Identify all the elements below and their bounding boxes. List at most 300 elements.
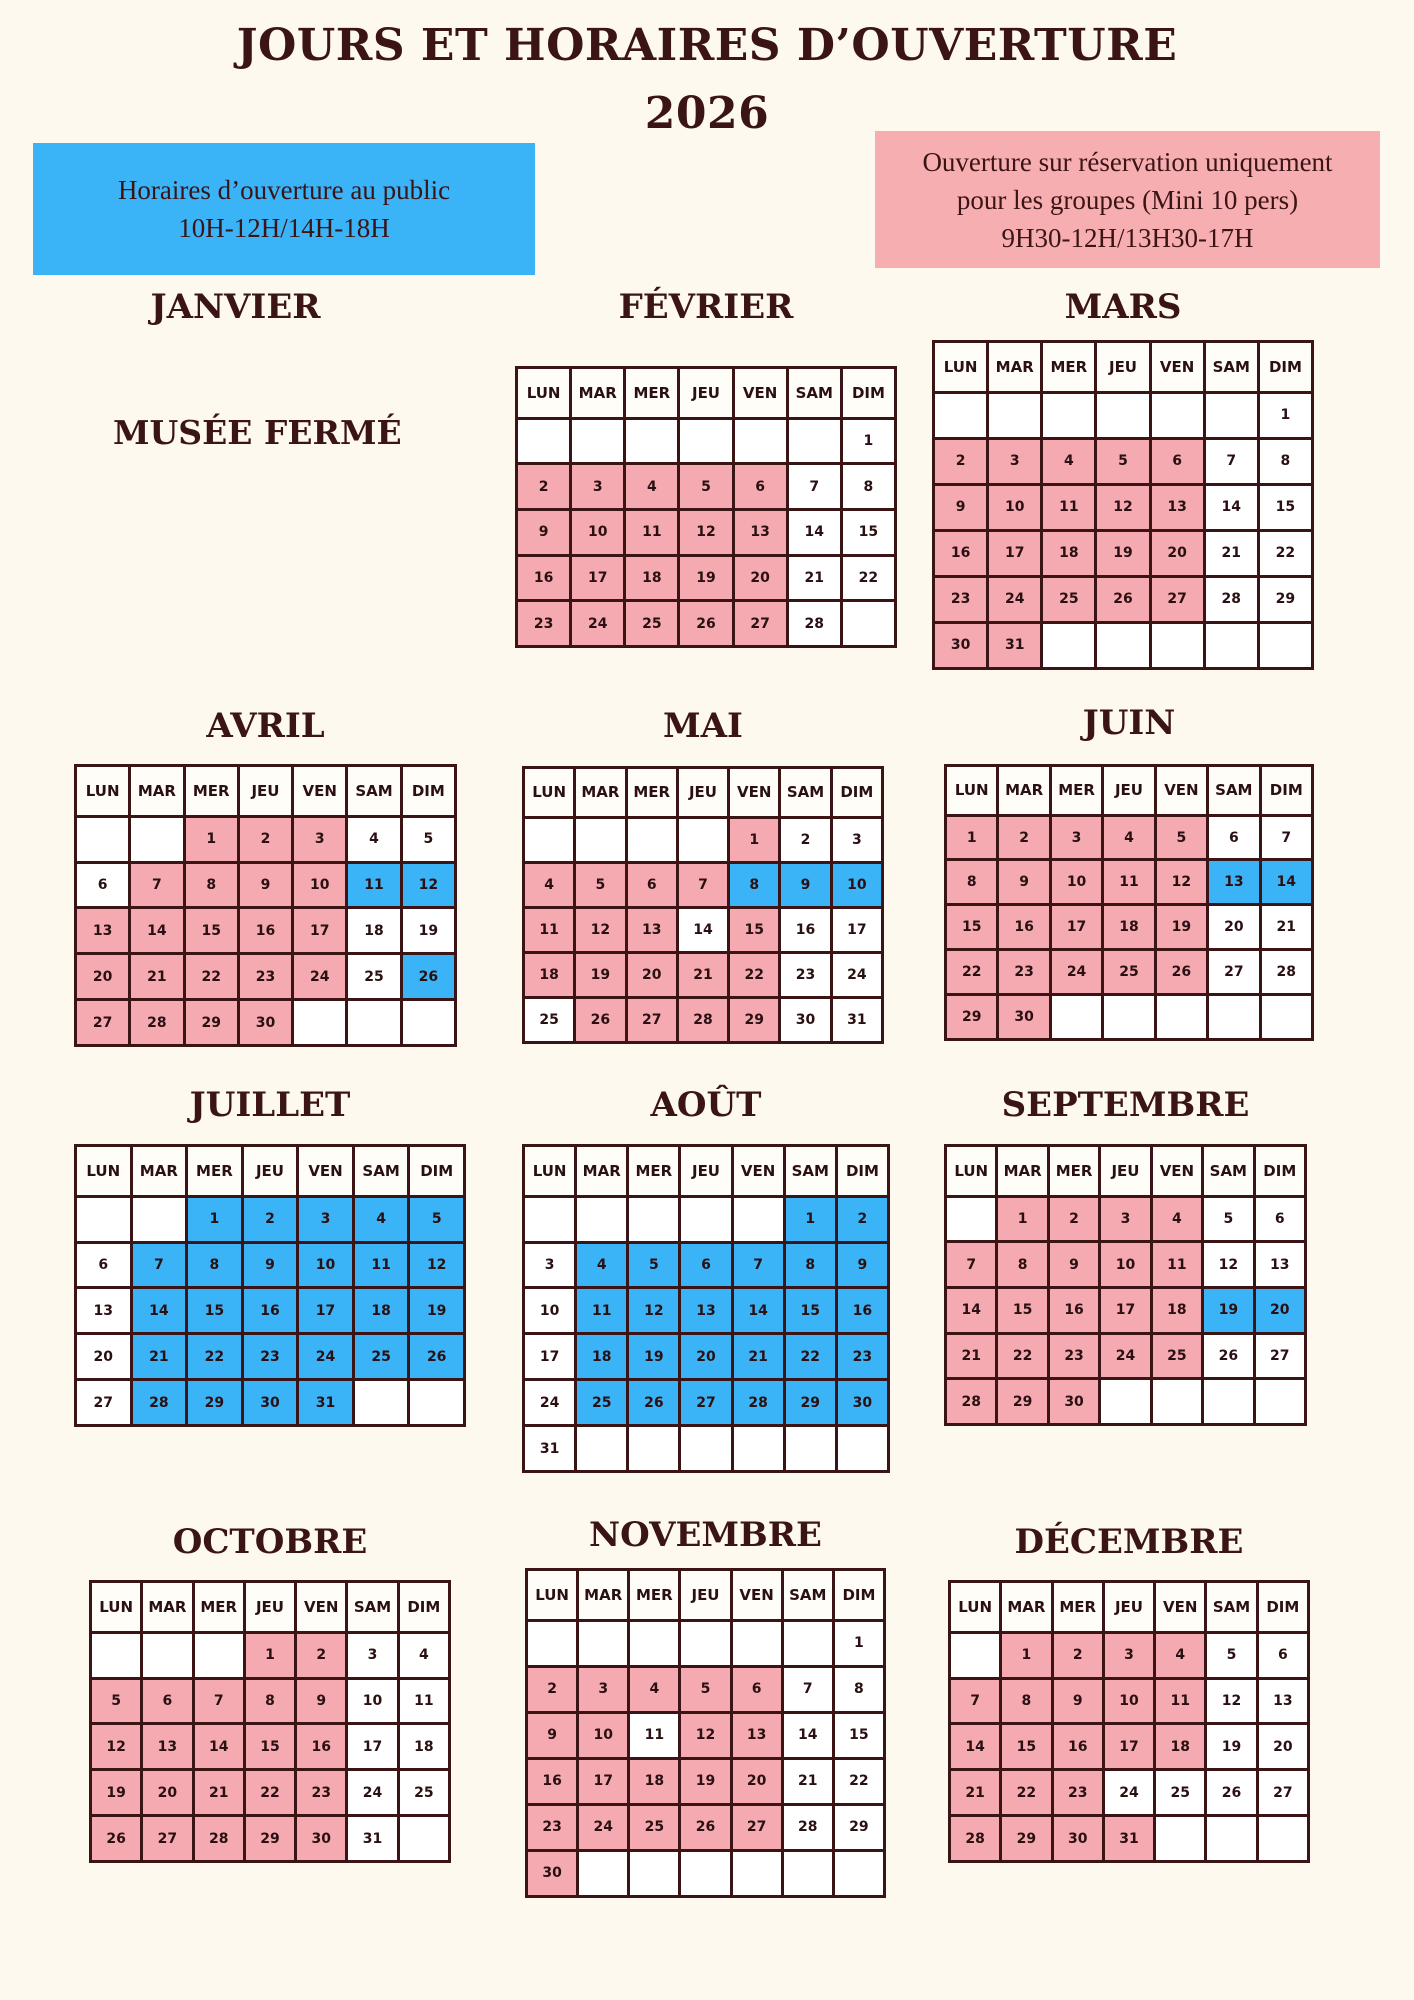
day-cell: 28 [787, 601, 841, 647]
week-row [950, 1678, 1309, 1724]
week-row [524, 1196, 889, 1242]
day-cell: 14 [732, 1288, 784, 1334]
day-cell: 12 [1206, 1678, 1257, 1724]
day-cell: 13 [76, 1288, 132, 1334]
weekday-header-row [950, 1582, 1309, 1633]
month-name: SEPTEMBRE [1001, 1085, 1250, 1125]
day-cell: 4 [1151, 1196, 1202, 1242]
weekday-mer: MER [193, 1582, 244, 1633]
day-cell: 20 [731, 1758, 782, 1804]
day-cell: 30 [296, 1816, 347, 1862]
day-cell: 27 [1254, 1333, 1305, 1379]
empty-cell [1100, 1379, 1151, 1425]
day-cell: 10 [578, 1712, 629, 1758]
day-cell: 22 [187, 1334, 243, 1380]
day-cell: 18 [524, 952, 575, 997]
month-name: AVRIL [206, 706, 325, 746]
day-cell: 11 [524, 907, 575, 952]
day-cell: 7 [782, 1666, 833, 1712]
day-cell: 22 [184, 954, 238, 1000]
day-cell: 23 [517, 601, 571, 647]
day-cell: 29 [184, 1000, 238, 1046]
weekday-sam: SAM [782, 1570, 833, 1621]
day-cell: 1 [833, 1620, 884, 1666]
day-cell: 18 [353, 1288, 409, 1334]
day-cell: 18 [629, 1758, 680, 1804]
day-cell: 17 [831, 907, 882, 952]
day-cell: 18 [1103, 905, 1155, 950]
week-row [946, 905, 1313, 950]
day-cell: 3 [578, 1666, 629, 1712]
empty-cell [680, 1426, 732, 1472]
week-row [946, 815, 1313, 860]
weekday-dim: DIM [831, 768, 882, 818]
calendar-juin [944, 764, 1314, 1041]
week-row [527, 1712, 885, 1758]
day-cell: 1 [184, 816, 238, 862]
day-cell: 7 [677, 862, 728, 907]
week-row [527, 1666, 885, 1712]
day-cell: 4 [1155, 1632, 1206, 1678]
day-cell: 9 [296, 1678, 347, 1724]
weekday-jeu: JEU [680, 1146, 732, 1197]
weekday-header-row [524, 1146, 889, 1197]
weekday-jeu: JEU [1096, 342, 1150, 393]
weekday-lun: LUN [524, 1146, 576, 1197]
day-cell: 3 [988, 438, 1042, 484]
empty-cell [409, 1380, 465, 1426]
day-cell: 10 [298, 1242, 354, 1288]
weekday-dim: DIM [1257, 1582, 1308, 1633]
day-cell: 21 [1204, 530, 1258, 576]
day-cell: 19 [1096, 530, 1150, 576]
month-name: JUIN [1082, 703, 1176, 743]
day-cell: 15 [729, 907, 780, 952]
day-cell: 15 [244, 1724, 295, 1770]
weekday-mar: MAR [571, 368, 625, 419]
calendar-mars [932, 340, 1314, 670]
weekday-header-row [524, 768, 883, 818]
week-row [946, 860, 1313, 905]
weekday-lun: LUN [76, 766, 130, 817]
weekday-sam: SAM [353, 1146, 409, 1197]
day-cell: 30 [1048, 1379, 1099, 1425]
empty-cell [1155, 1816, 1206, 1862]
empty-cell [1042, 392, 1096, 438]
day-cell: 19 [401, 908, 455, 954]
weekday-ven: VEN [1155, 766, 1207, 816]
day-cell: 1 [729, 817, 780, 862]
week-row [524, 1334, 889, 1380]
weekday-dim: DIM [1260, 766, 1312, 816]
day-cell: 31 [1103, 1816, 1154, 1862]
weekday-mer: MER [626, 768, 677, 818]
empty-cell [1150, 392, 1204, 438]
week-row [950, 1724, 1309, 1770]
weekday-dim: DIM [398, 1582, 449, 1633]
day-cell: 24 [578, 1804, 629, 1850]
week-row [527, 1850, 885, 1896]
day-cell: 14 [677, 907, 728, 952]
day-cell: 4 [347, 816, 401, 862]
day-cell: 24 [1103, 1770, 1154, 1816]
day-cell: 4 [353, 1196, 409, 1242]
day-cell: 15 [187, 1288, 243, 1334]
empty-cell [731, 1620, 782, 1666]
day-cell: 17 [988, 530, 1042, 576]
day-cell: 9 [527, 1712, 578, 1758]
empty-cell [1151, 1379, 1202, 1425]
day-cell: 1 [784, 1196, 836, 1242]
day-cell: 7 [1204, 438, 1258, 484]
empty-cell [950, 1632, 1001, 1678]
calendar-decembre [948, 1580, 1310, 1863]
day-cell: 6 [626, 862, 677, 907]
month-name: FÉVRIER [618, 287, 794, 327]
week-row [524, 862, 883, 907]
day-cell: 12 [1203, 1242, 1254, 1288]
day-cell: 12 [680, 1712, 731, 1758]
day-cell: 20 [1150, 530, 1204, 576]
empty-cell [1155, 995, 1207, 1040]
day-cell: 20 [680, 1334, 732, 1380]
day-cell: 17 [1100, 1287, 1151, 1333]
day-cell: 24 [988, 576, 1042, 622]
calendar-fevrier [515, 366, 897, 648]
day-cell: 16 [836, 1288, 888, 1334]
day-cell: 6 [142, 1678, 193, 1724]
empty-cell [571, 418, 625, 464]
week-row [524, 952, 883, 997]
day-cell: 9 [1048, 1242, 1099, 1288]
day-cell: 29 [1001, 1816, 1052, 1862]
day-cell: 3 [831, 817, 882, 862]
empty-cell [398, 1816, 449, 1862]
day-cell: 30 [934, 622, 988, 668]
day-cell: 23 [780, 952, 831, 997]
day-cell: 15 [784, 1288, 836, 1334]
empty-cell [293, 1000, 347, 1046]
day-cell: 25 [1042, 576, 1096, 622]
empty-cell [1204, 392, 1258, 438]
day-cell: 3 [1103, 1632, 1154, 1678]
day-cell: 27 [731, 1804, 782, 1850]
empty-cell [578, 1620, 629, 1666]
weekday-dim: DIM [409, 1146, 465, 1197]
day-cell: 26 [1203, 1333, 1254, 1379]
empty-cell [782, 1850, 833, 1896]
day-cell: 8 [184, 862, 238, 908]
day-cell: 11 [1103, 860, 1155, 905]
empty-cell [517, 418, 571, 464]
day-cell: 30 [780, 997, 831, 1042]
weekday-lun: LUN [946, 766, 998, 816]
day-cell: 28 [732, 1380, 784, 1426]
day-cell: 24 [298, 1334, 354, 1380]
day-cell: 9 [517, 509, 571, 555]
weekday-mer: MER [187, 1146, 243, 1197]
page-title: JOURS ET HORAIRES D’OUVERTURE [236, 20, 1178, 71]
day-cell: 26 [628, 1380, 680, 1426]
empty-cell [347, 1000, 401, 1046]
empty-cell [628, 1426, 680, 1472]
week-row [91, 1816, 450, 1862]
week-row [91, 1724, 450, 1770]
day-cell: 10 [1103, 1678, 1154, 1724]
weekday-jeu: JEU [244, 1582, 295, 1633]
weekday-lun: LUN [91, 1582, 142, 1633]
week-row [76, 1334, 465, 1380]
day-cell: 21 [677, 952, 728, 997]
empty-cell [76, 816, 130, 862]
day-cell: 26 [1206, 1770, 1257, 1816]
day-cell: 5 [1206, 1632, 1257, 1678]
empty-cell [732, 1426, 784, 1472]
legend-group-hours [875, 131, 1380, 268]
day-cell: 12 [91, 1724, 142, 1770]
calendar-juillet [74, 1144, 466, 1427]
empty-cell [784, 1426, 836, 1472]
day-cell: 30 [238, 1000, 292, 1046]
museum-closed-label: MUSÉE FERMÉ [113, 413, 402, 452]
day-cell: 17 [571, 555, 625, 601]
day-cell: 2 [836, 1196, 888, 1242]
weekday-header-row [91, 1582, 450, 1633]
week-row [934, 576, 1313, 622]
day-cell: 5 [1203, 1196, 1254, 1242]
legend-groups-line3: 9H30-12H/13H30-17H [1001, 222, 1254, 253]
weekday-jeu: JEU [242, 1146, 298, 1197]
empty-cell [988, 392, 1042, 438]
day-cell: 26 [91, 1816, 142, 1862]
day-cell: 17 [578, 1758, 629, 1804]
day-cell: 20 [733, 555, 787, 601]
day-cell: 13 [1208, 860, 1260, 905]
day-cell: 30 [242, 1380, 298, 1426]
day-cell: 12 [1155, 860, 1207, 905]
day-cell: 13 [142, 1724, 193, 1770]
day-cell: 1 [187, 1196, 243, 1242]
day-cell: 29 [833, 1804, 884, 1850]
day-cell: 24 [524, 1380, 576, 1426]
day-cell: 19 [680, 1758, 731, 1804]
day-cell: 10 [1050, 860, 1102, 905]
day-cell: 18 [398, 1724, 449, 1770]
day-cell: 14 [1204, 484, 1258, 530]
weekday-lun: LUN [934, 342, 988, 393]
day-cell: 29 [244, 1816, 295, 1862]
week-row [524, 907, 883, 952]
weekday-header-row [934, 342, 1313, 393]
legend-groups-line1: Ouverture sur réservation uniquement [922, 146, 1333, 177]
week-row [934, 438, 1313, 484]
weekday-sam: SAM [787, 368, 841, 419]
empty-cell [1254, 1379, 1305, 1425]
day-cell: 1 [841, 418, 895, 464]
calendar-aout [522, 1144, 890, 1473]
week-row [946, 995, 1313, 1040]
empty-cell [1203, 1379, 1254, 1425]
day-cell: 23 [836, 1334, 888, 1380]
day-cell: 19 [628, 1334, 680, 1380]
day-cell: 26 [575, 997, 626, 1042]
day-cell: 26 [401, 954, 455, 1000]
empty-cell [625, 418, 679, 464]
day-cell: 24 [571, 601, 625, 647]
day-cell: 11 [576, 1288, 628, 1334]
empty-cell [1257, 1816, 1308, 1862]
empty-cell [578, 1850, 629, 1896]
day-cell: 26 [679, 601, 733, 647]
empty-cell [782, 1620, 833, 1666]
week-row [524, 817, 883, 862]
day-cell: 22 [244, 1770, 295, 1816]
day-cell: 17 [1103, 1724, 1154, 1770]
weekday-ven: VEN [296, 1582, 347, 1633]
week-row [76, 1380, 465, 1426]
month-name: JANVIER [150, 287, 321, 327]
day-cell: 27 [1150, 576, 1204, 622]
empty-cell [575, 817, 626, 862]
weekday-mar: MAR [997, 1146, 1048, 1197]
month-name: MAI [663, 706, 743, 746]
week-row [527, 1620, 885, 1666]
empty-cell [680, 1850, 731, 1896]
empty-cell [76, 1196, 132, 1242]
weekday-jeu: JEU [679, 368, 733, 419]
week-row [76, 862, 456, 908]
day-cell: 9 [998, 860, 1050, 905]
weekday-mar: MAR [142, 1582, 193, 1633]
day-cell: 3 [347, 1632, 398, 1678]
day-cell: 17 [1050, 905, 1102, 950]
empty-cell [193, 1632, 244, 1678]
weekday-lun: LUN [76, 1146, 132, 1197]
week-row [76, 1242, 465, 1288]
day-cell: 8 [729, 862, 780, 907]
week-row [524, 997, 883, 1042]
day-cell: 18 [625, 555, 679, 601]
day-cell: 24 [293, 954, 347, 1000]
week-row [524, 1426, 889, 1472]
empty-cell [142, 1632, 193, 1678]
empty-cell [680, 1620, 731, 1666]
day-cell: 29 [1258, 576, 1312, 622]
day-cell: 16 [242, 1288, 298, 1334]
day-cell: 2 [296, 1632, 347, 1678]
day-cell: 19 [1155, 905, 1207, 950]
day-cell: 29 [784, 1380, 836, 1426]
empty-cell [524, 1196, 576, 1242]
empty-cell [130, 816, 184, 862]
day-cell: 5 [628, 1242, 680, 1288]
day-cell: 18 [576, 1334, 628, 1380]
day-cell: 23 [998, 950, 1050, 995]
day-cell: 8 [244, 1678, 295, 1724]
day-cell: 3 [1050, 815, 1102, 860]
day-cell: 5 [680, 1666, 731, 1712]
day-cell: 4 [1103, 815, 1155, 860]
day-cell: 20 [1208, 905, 1260, 950]
day-cell: 30 [836, 1380, 888, 1426]
day-cell: 17 [524, 1334, 576, 1380]
day-cell: 14 [950, 1724, 1001, 1770]
day-cell: 21 [950, 1770, 1001, 1816]
weekday-ven: VEN [731, 1570, 782, 1621]
day-cell: 5 [91, 1678, 142, 1724]
day-cell: 10 [524, 1288, 576, 1334]
day-cell: 18 [347, 908, 401, 954]
legend-groups-line2: pour les groupes (Mini 10 pers) [956, 184, 1299, 215]
day-cell: 9 [780, 862, 831, 907]
day-cell: 14 [193, 1724, 244, 1770]
day-cell: 5 [679, 464, 733, 510]
day-cell: 7 [131, 1242, 187, 1288]
week-row [91, 1632, 450, 1678]
empty-cell [401, 1000, 455, 1046]
legend-public-hours [33, 143, 535, 275]
empty-cell [628, 1196, 680, 1242]
day-cell: 1 [244, 1632, 295, 1678]
week-row [950, 1770, 1309, 1816]
weekday-mer: MER [1042, 342, 1096, 393]
day-cell: 2 [238, 816, 292, 862]
day-cell: 16 [517, 555, 571, 601]
day-cell: 26 [1155, 950, 1207, 995]
day-cell: 10 [571, 509, 625, 555]
day-cell: 6 [1150, 438, 1204, 484]
day-cell: 6 [731, 1666, 782, 1712]
day-cell: 24 [831, 952, 882, 997]
day-cell: 8 [1258, 438, 1312, 484]
day-cell: 19 [1203, 1287, 1254, 1333]
weekday-sam: SAM [347, 766, 401, 817]
day-cell: 21 [193, 1770, 244, 1816]
week-row [76, 954, 456, 1000]
day-cell: 14 [946, 1287, 997, 1333]
empty-cell [1096, 622, 1150, 668]
empty-cell [576, 1196, 628, 1242]
weekday-ven: VEN [293, 766, 347, 817]
day-cell: 8 [833, 1666, 884, 1712]
day-cell: 11 [398, 1678, 449, 1724]
day-cell: 16 [296, 1724, 347, 1770]
weekday-jeu: JEU [1100, 1146, 1151, 1197]
day-cell: 19 [409, 1288, 465, 1334]
empty-cell [946, 1196, 997, 1242]
day-cell: 4 [1042, 438, 1096, 484]
weekday-sam: SAM [1204, 342, 1258, 393]
day-cell: 9 [242, 1242, 298, 1288]
day-cell: 6 [76, 1242, 132, 1288]
day-cell: 22 [784, 1334, 836, 1380]
weekday-mer: MER [184, 766, 238, 817]
weekday-ven: VEN [298, 1146, 354, 1197]
day-cell: 4 [576, 1242, 628, 1288]
week-row [517, 555, 896, 601]
weekday-mer: MER [1052, 1582, 1103, 1633]
day-cell: 6 [76, 862, 130, 908]
day-cell: 22 [833, 1758, 884, 1804]
empty-cell [1050, 995, 1102, 1040]
empty-cell [833, 1850, 884, 1896]
day-cell: 27 [1208, 950, 1260, 995]
day-cell: 6 [1254, 1196, 1305, 1242]
day-cell: 21 [732, 1334, 784, 1380]
empty-cell [1260, 995, 1312, 1040]
day-cell: 11 [347, 862, 401, 908]
empty-cell [1204, 622, 1258, 668]
